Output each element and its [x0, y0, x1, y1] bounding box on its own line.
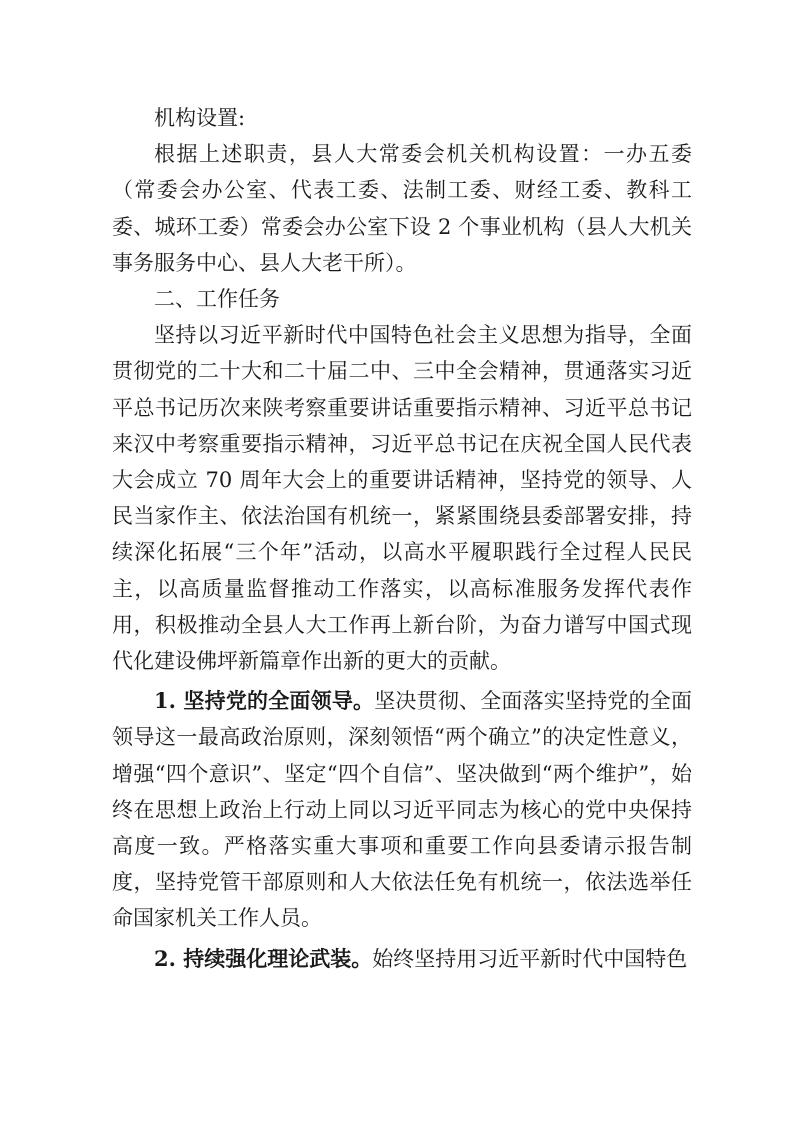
item-1-lead: 1. 坚持党的全面领导。 — [154, 688, 375, 714]
item-1-body: 坚决贯彻、全面落实坚持党的全面领导这一最高政治原则，深刻领悟“两个确立”的决定性意义，增强“四个意识”、坚定“四个自信”、坚决做到“两个维护”，始终在思想上政治上行动上同以习近平同志为核心的党中央保持高度一致。严格落实重大事项和重要工作向县委请示报告制度，坚持党管干部原则和人大依法任免有机统一，依法选举任命国家机关工作人员。 — [112, 689, 692, 931]
org-setup-heading: 机构设置: — [154, 106, 246, 130]
item-2-paragraph — [112, 941, 692, 977]
item-1-paragraph — [112, 683, 692, 936]
work-tasks-intro-paragraph: 坚持以习近平新时代中国特色社会主义思想为指导，全面贯彻党的二十大和二十届二中、三中全会精神，贯通落实习近平总书记历次来陕考察重要讲话重要指示精神、习近平总书记来汉中考察重要指示精神，习近平总书记在庆祝全国人民代表大会成立 70 周年大会上的重要讲话精神，坚持党的领导、人民当家作主、依法治国有机统一，紧紧围绕县委部署安排，持续深化拓展“三个年”活动，以高水平履职践行全过程人民民主，以高质量监督推动工作落实，以高标准服务发挥代表作用，积极推动全县人大工作再上新台阶，为奋力谱写中国式现代化建设佛坪新篇章作出新的更大的贡献。 — [112, 323, 692, 674]
org-setup-paragraph: 根据上述职责，县人大常委会机关机构设置：一办五委（常委会办公室、代表工委、法制工委、财经工委、教科工委、城环工委）常委会办公室下设 2 个事业机构（县人大机关事务服务中心、县人大老干所）。 — [112, 142, 692, 275]
document-body — [112, 100, 692, 977]
item-2-lead: 2. 持续强化理论武装。 — [154, 945, 373, 971]
item-2-body: 始终坚持用习近平新时代中国特色 — [372, 946, 688, 971]
section-heading-work-tasks: 二、工作任务 — [154, 287, 280, 312]
